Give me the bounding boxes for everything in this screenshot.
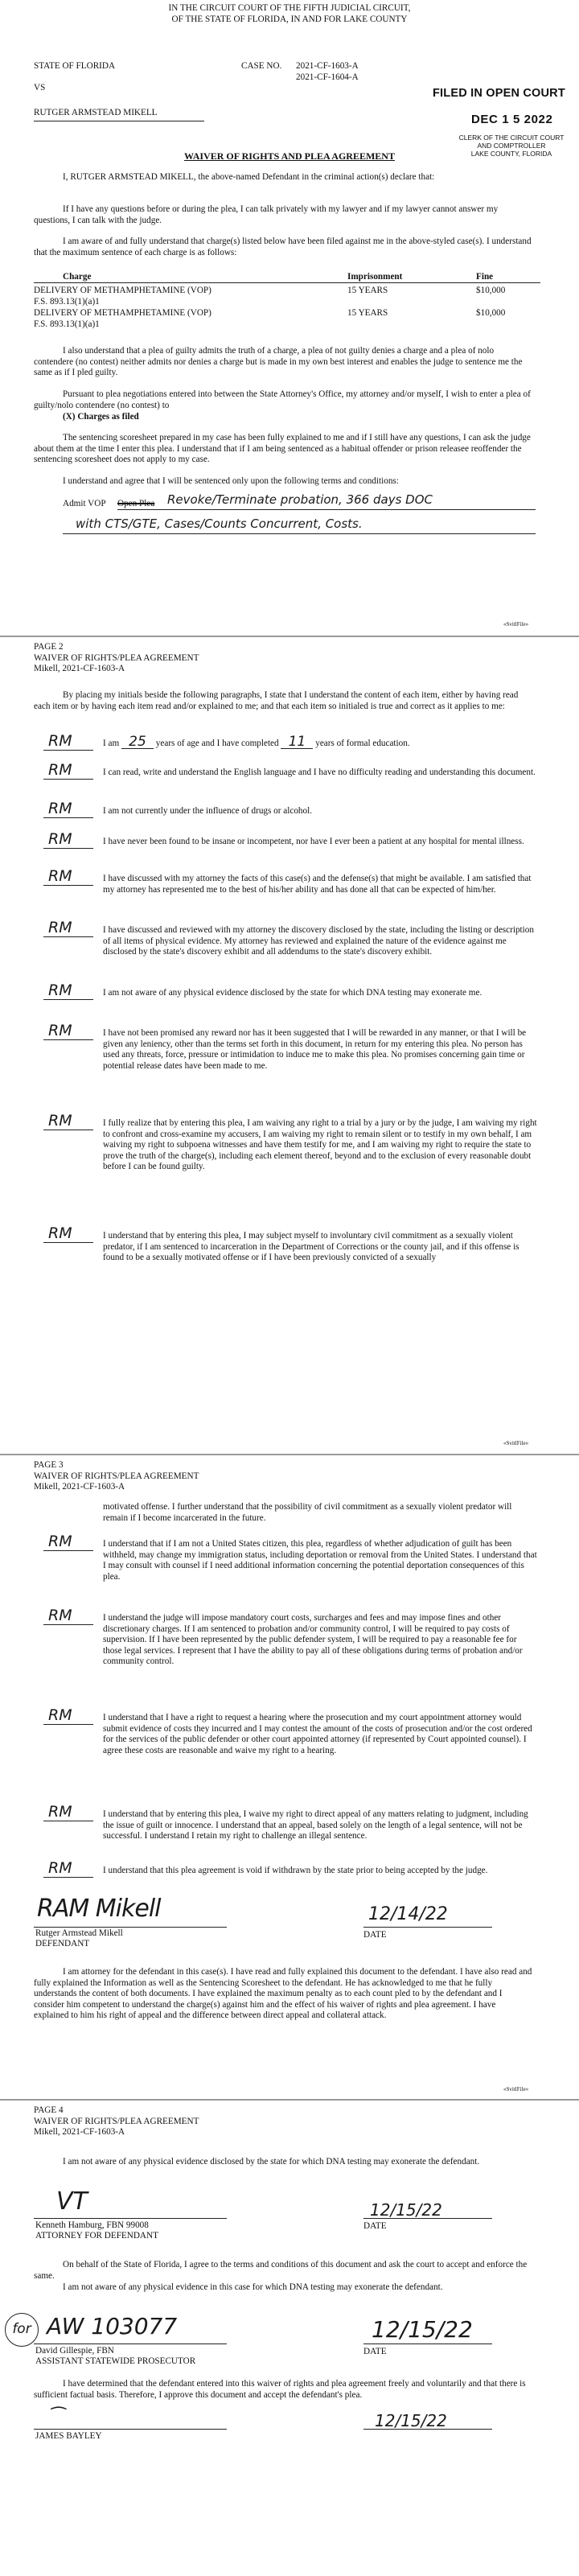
initials-mark: RM [48, 1706, 72, 1724]
defendant-signature: RAM Mikell [37, 1895, 161, 1923]
document-title: WAIVER OF RIGHTS AND PLEA AGREEMENT [184, 150, 395, 162]
footer-tag: «SvitlFile» [503, 2086, 529, 2092]
charge-2-imprisonment: 15 YEARS [347, 308, 388, 318]
age-value: 25 [121, 737, 154, 749]
defendant-caption: RUTGER ARMSTEAD MIKELL [34, 108, 158, 117]
age-education-item: I am 25 years of age and I have completed 11 years of formal education. [103, 734, 410, 750]
initials-mark: RM [48, 1859, 72, 1877]
item-discovery: I have discussed and reviewed with my attorney the discovery disclosed by the state, including the listing or description of all items of physical evidence. My attorney has reviewed and explained the nature of the evidence against me disclosed by the state's discovery exhibit and all addendums to the state's discovery exhibit. [103, 925, 534, 957]
admit-vop-label: Admit VOP [63, 499, 106, 508]
attorney-role: ATTORNEY FOR DEFENDANT [35, 2231, 158, 2241]
scoresheet-paragraph: The sentencing scoresheet prepared in my case has been fully explained to me and if I still have any questions, I can ask the judge about them at the time I enter this plea. I understand that if I am being sentenced as a habitual offender or prison releasee reoffender the sentencing scoresheet does not apply to my case. [34, 433, 531, 465]
state-statement-2: I am not aware of any physical evidence in this case for which DNA testing may exonerate the defendant. [63, 2282, 443, 2292]
initials-mark: RM [48, 867, 72, 885]
initials-mark: RM [48, 1533, 72, 1550]
item-not-influence: I am not currently under the influence of drugs or alcohol. [103, 806, 313, 816]
defendant-role: DEFENDANT [35, 1939, 90, 1948]
item-civil-commitment: I understand that by entering this plea, I may subject myself to involuntary civil commitment as a sexually violent predator, if I am sentenced to incarceration in the Department of Corrections or the county jail, and if this offense is found to be a sexually motivated offense or if I have been previously convicted of a sexually [103, 1231, 519, 1263]
charge-row-2: DELIVERY OF METHAMPHETAMINE (VOP) F.S. 893.13(1)(a)1 [34, 308, 211, 329]
judge-name: JAMES BAYLEY [35, 2431, 102, 2441]
attorney-signature: VT [56, 2187, 88, 2216]
item-not-insane: I have never been found to be insane or incompetent, nor have I ever been a patient at any hospital for mental illness. [103, 837, 524, 846]
vs-label: VS [34, 83, 46, 93]
initials-mark: RM [48, 732, 72, 750]
prosecutor-date-value: 12/15/22 [372, 2316, 473, 2343]
intro-paragraph: I, RUTGER ARMSTEAD MIKELL, the above-named Defendant in the criminal action(s) declare that: [63, 172, 435, 182]
page-2-header: PAGE 2 WAIVER OF RIGHTS/PLEA AGREEMENT Mikell, 2021-CF-1603-A [34, 642, 199, 674]
initials-mark: RM [48, 761, 72, 779]
plaintiff: STATE OF FLORIDA [34, 61, 116, 71]
prosecutor-date-label: DATE [363, 2347, 387, 2356]
negotiations-paragraph: Pursuant to plea negotiations entered into between the State Attorney's Office, my attorney and/or myself, I wish to enter a plea of guilty/nolo contendere (no contest) to [34, 389, 531, 410]
charge-row-1: DELIVERY OF METHAMPHETAMINE (VOP) F.S. 893.13(1)(a)1 [34, 286, 211, 307]
item-discussed-facts: I have discussed with my attorney the facts of this case(s) and the defense(s) that might be available. I am satisfied that my attorney has represented me to the best of his/her ability and has done all that can be expected of him/her. [103, 874, 532, 895]
initials-mark: RM [48, 981, 72, 999]
charges-header-charge: Charge [63, 272, 92, 282]
questions-paragraph: If I have any questions before or during the plea, I can talk privately with my lawyer and if my lawyer cannot answer my questions, I can talk with the judge. [34, 204, 499, 225]
initials-mark: RM [48, 830, 72, 848]
item-court-costs: I understand the judge will impose mandatory court costs, surcharges and fees and may impose fines and other discretionary charges. If I am sentenced to probation and/or community control, I will be required to pay costs of supervision. If I have been represented by the public defender system, I will be required to pay a reasonable fee for those legal services. I represent that I have the ability to pay all of these obligations during terms of probation and/or community control. [103, 1613, 523, 1667]
page-3 [0, 1455, 579, 2099]
attorney-name: Kenneth Hamburg, FBN 99008 [35, 2220, 149, 2230]
charges-as-filed: (X) Charges as filed [63, 412, 139, 422]
item-waive-appeal: I understand that by entering this plea, I waive my right to direct appeal of any matters relating to judgment, including the issue of guilt or innocence. I understand that an appeal, based solely on the length of a legal sentence, will not be successful. I understand I retain my right to challenge an illegal sentence. [103, 1809, 528, 1841]
initials-mark: RM [48, 1607, 72, 1624]
item-read-english: I can read, write and understand the English language and I have no difficulty reading and understanding this document. [103, 767, 536, 777]
defendant-date-label: DATE [363, 1930, 387, 1940]
footer-tag: «SvitlFile» [503, 621, 529, 628]
item-no-promises: I have not been promised any reward nor has it been suggested that I will be rewarded in any manner, or that I will be given any leniency, other than the terms set forth in this document, in return for my entering this plea. No person has used any threats, force, pressure or intimidation to induce me to make this plea. No promises concerning gain time or potential release dates have been made to me. [103, 1028, 527, 1071]
initials-mark: RM [48, 1224, 72, 1242]
filed-stamp-date: DEC 1 5 2022 [471, 113, 553, 126]
attorney-date-value: 12/15/22 [370, 2200, 442, 2220]
case-number-1: 2021-CF-1603-A [296, 61, 359, 71]
judge-date-value: 12/15/22 [375, 2411, 447, 2430]
initials-mark: RM [48, 1112, 72, 1130]
handwritten-terms-line-2: with CTS/GTE, Cases/Counts Concurrent, Costs. [76, 516, 363, 531]
item-dna: I am not aware of any physical evidence disclosed by the state for which DNA testing may exonerate me. [103, 988, 482, 998]
filed-stamp-title: FILED IN OPEN COURT [433, 87, 565, 100]
attorney-statement: I am attorney for the defendant in this case(s). I have read and fully explained this document to the defendant. I have also read and fully explained the Information as well as the Sentencing Scoresheet to the defendant. He has acknowledged to me that he fully understands the content of both documents. I have explained the maximum penalty as to each count pled to by the defendant and I consider him competent to understand the charge(s) against him and the effect of his waiver of rights and plea agreement. I have explained to him his right of appeal and the difference between direct appeal and collateral attack. [34, 1967, 532, 2021]
open-plea-struck: Open Plea [117, 499, 155, 508]
initials-mark: RM [48, 919, 72, 936]
charge-2-fine: $10,000 [476, 308, 506, 318]
aware-paragraph: I am aware of and fully understand that charge(s) listed below have been filed against me in the above-styled case(s). I understand that the maximum sentence of each charge is as follows: [34, 237, 532, 257]
footer-tag: «SvitlFile» [503, 1440, 529, 1446]
initials-mark: RM [48, 1803, 72, 1821]
handwritten-terms-line-1: Revoke/Terminate probation, 366 days DOC [167, 492, 433, 507]
charges-header-imprisonment: Imprisonment [347, 272, 403, 282]
page-3-header: PAGE 3 WAIVER OF RIGHTS/PLEA AGREEMENT Mikell, 2021-CF-1603-A [34, 1460, 199, 1492]
initials-mark: RM [48, 800, 72, 817]
item-waive-trial: I fully realize that by entering this plea, I am waiving any right to a trial by a jury or by the judge, I am waiving my right to confront and cross-examine my accusers, I am waiving my right to remain silent or to testify in my own behalf, I am waiving my right to subpoena witnesses and have them testify for me, and I am waiving my right to require the state to prove the truth of the charge(s), including each element thereof, beyond and to the exclusion of every reasonable doubt before I can be found guilty. [103, 1118, 537, 1172]
prosecutor-name: David Gillespie, FBN [35, 2346, 114, 2356]
case-label: CASE NO. [241, 61, 282, 71]
page-1 [0, 0, 579, 636]
charge-1-imprisonment: 15 YEARS [347, 286, 388, 295]
education-value: 11 [281, 737, 313, 749]
guilty-plea-paragraph: I also understand that a plea of guilty admits the truth of a charge, a plea of not guilty denies a charge and a plea of nolo contendere (no contest) neither admits nor denies a charge but is made in my own best interest and enables the judge to sentence me the same as if I pled guilty. [34, 346, 523, 378]
judge-statement: I have determined that the defendant entered into this waiver of rights and plea agreement freely and voluntarily and that there is sufficient factual basis. Therefore, I approve this document and accept the defendant's plea. [34, 2379, 526, 2400]
prosecutor-signature: AW 103077 [47, 2313, 178, 2339]
page-4-header: PAGE 4 WAIVER OF RIGHTS/PLEA AGREEMENT Mikell, 2021-CF-1603-A [34, 2105, 199, 2138]
for-mark: for [5, 2313, 39, 2347]
dna-statement: I am not aware of any physical evidence disclosed by the state for which DNA testing may exonerate the defendant. [63, 2157, 480, 2167]
filed-stamp-clerk: CLERK OF THE CIRCUIT COURT AND COMPTROLLER LAKE COUNTY, FLORIDA [458, 134, 565, 158]
initials-mark: RM [48, 1022, 72, 1039]
item-immigration: I understand that if I am not a United States citizen, this plea, regardless of whether adjudication of guilt has been withheld, may change my immigration status, including deportation or removal from the United States. I understand that I may consult with counsel if I need additional information concerning the potential deportation consequences of this plea. [103, 1539, 537, 1582]
item-costs-hearing: I understand that I have a right to request a hearing where the prosecution and my court appointment attorney would submit evidence of costs they incurred and I may contest the amount of the costs of prosecution and/or the cost ordered for the services of the public defender or other court appointed attorney (if represented by Court appointed counsel). I agree these costs are reasonable and waive my right to a hearing. [103, 1713, 532, 1755]
defendant-date-value: 12/14/22 [368, 1904, 448, 1924]
judge-signature: ⁀ [51, 2408, 66, 2428]
attorney-date-label: DATE [363, 2221, 387, 2231]
case-number-2: 2021-CF-1604-A [296, 72, 359, 82]
civil-commitment-continuation: motivated offense. I further understand that the possibility of civil commitment as a sexually violent predator will remain if I become incarcerated in the future. [103, 1502, 512, 1523]
charges-header-fine: Fine [476, 272, 494, 282]
item-void-if-withdrawn: I understand that this plea agreement is void if withdrawn by the state prior to being accepted by the judge. [103, 1866, 488, 1875]
charge-1-fine: $10,000 [476, 286, 506, 295]
page-4 [0, 2101, 579, 2576]
state-statement-1: On behalf of the State of Florida, I agree to the terms and conditions of this document and ask the court to accept and enforce the same. [34, 2260, 528, 2281]
court-header: IN THE CIRCUIT COURT OF THE FIFTH JUDICIAL CIRCUIT, OF THE STATE OF FLORIDA, IN AND FOR LAKE COUNTY [168, 3, 411, 24]
defendant-name: Rutger Armstead Mikell [35, 1928, 123, 1938]
page-2 [0, 637, 579, 1454]
prosecutor-role: ASSISTANT STATEWIDE PROSECUTOR [35, 2356, 196, 2366]
terms-paragraph: I understand and agree that I will be sentenced only upon the following terms and conditions: [63, 476, 399, 486]
initials-intro: By placing my initials beside the following paragraphs, I state that I understand the content of each item, either by having read each item or by having each item read and/or explained to me; and that each item so initialed is true and correct as it applies to me: [34, 690, 519, 711]
